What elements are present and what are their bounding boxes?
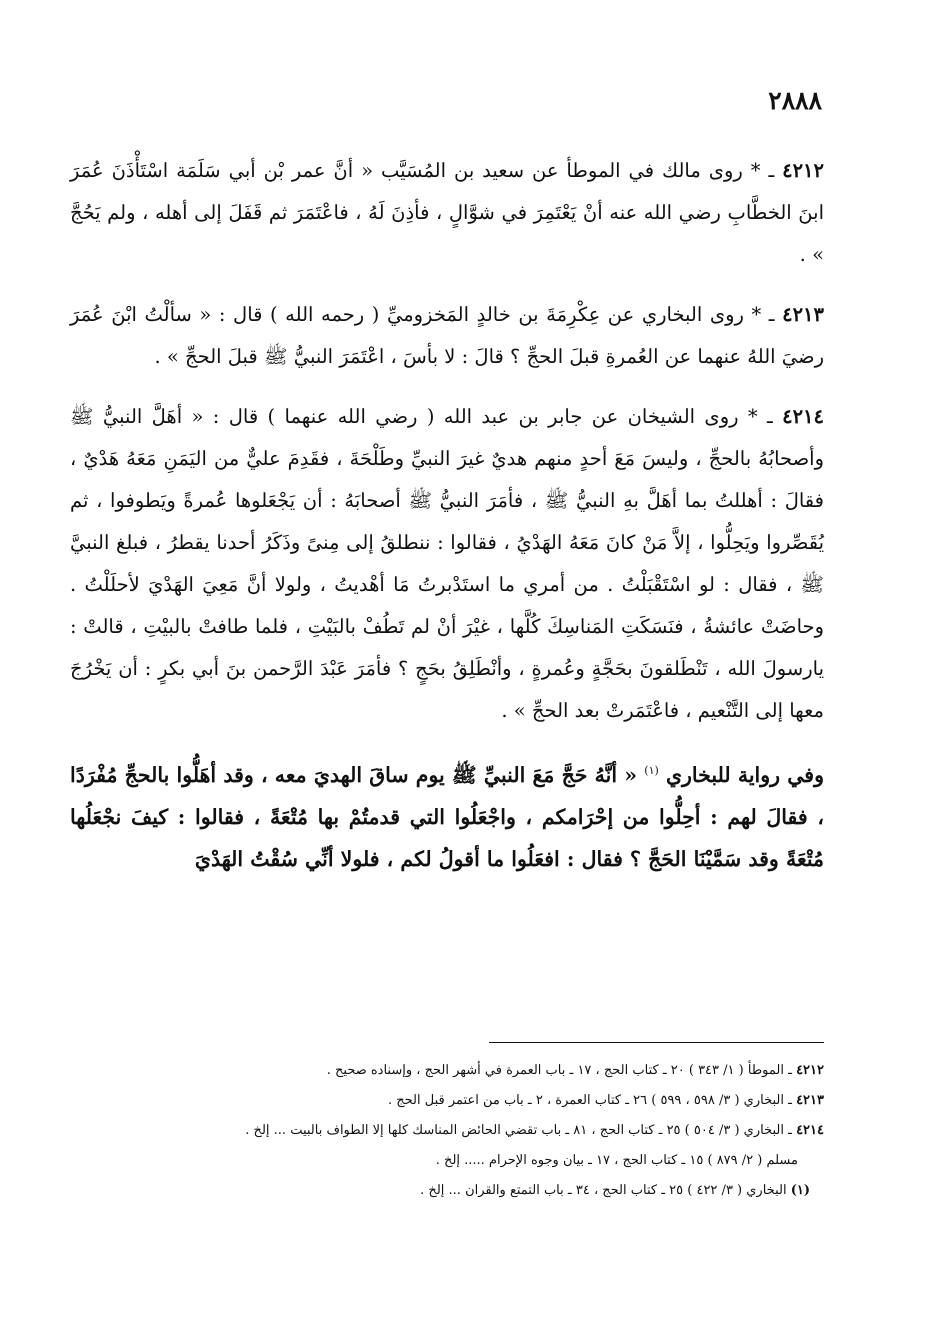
hadith-text: ـ * روى البخاري عن عِكْرِمَةَ بن خالدٍ المَخزوميِّ ( رحمه الله ) قال : « سألْتُ ابْنَ عُمَرَ رضيَ اللهُ عنهما عن العُمرةِ قبلَ الحجِّ ؟ قالَ : لا بأسَ ، اعْتَمَرَ النبيُّ ﷺ قبلَ الحجِّ » . (70, 303, 824, 368)
footnote-number: ٤٢١٣ (796, 1093, 824, 1108)
hadith-text: ـ * روى مالك في الموطأ عن سعيد بن المُسَيَّب « أنَّ عمر بْن أبي سَلَمَة اسْتَأْذَنَ عُمَرَ ابنَ الخطَّابِ رضي الله عنه أنْ يَعْتَمِرَ في شوَّالٍ ، فأذِنَ لَهُ ، فاعْتَمَرَ ثم قَفَلَ إلى أهله ، ولم يَحُجَّ » . (70, 159, 824, 266)
footnote-4214-muslim (70, 1146, 824, 1176)
footnote-4212 (70, 1056, 824, 1086)
footnote-text: البخاري ( ٣/ ٤٢٢ ) ٢٥ ـ كتاب الحج ، ٣٤ ـ باب التمتع والقران ... إلخ . (420, 1183, 791, 1198)
main-text (70, 150, 824, 880)
footnote-4213 (70, 1086, 824, 1116)
footnote-text: ـ البخاري ( ٣/ ٥٠٤ ) ٢٥ ـ كتاب الحج ، ٨١ ـ باب تقضي الحائض المناسك كلها إلا الطواف بالبيت ... إلخ . (245, 1123, 797, 1138)
footnote-1 (70, 1176, 824, 1206)
hadith-4214 (70, 396, 824, 732)
footnote-number: (١) (790, 1183, 810, 1198)
hadith-4212 (70, 150, 824, 276)
hadith-text: ـ * روى الشيخان عن جابر بن عبد الله ( رضي الله عنهما ) قال : « أهَلَّ النبيُّ ﷺ وأصحابُهُ بالحجِّ ، وليسَ مَعَ أحدٍ منهم هديٌ غيرَ النبيِّ وطَلْحَةَ ، فقَدِمَ عليٌّ من اليَمَنِ مَعَهُ هَدْيٌ ، فقالَ : أهللتُ بما أهَلَّ بهِ النبيُّ ﷺ ، فأمَرَ النبيُّ ﷺ أصحابَهُ : أن يَجْعَلوها عُمرةً ويَطوفوا ، ثم يُقَصِّروا ويَحِلُّوا ، إلاَّ مَنْ كانَ مَعَهُ الهَدْيُ ، فقالوا : ننطلقُ إلى مِنىً وذَكَرُ أحدنا يقطرُ ، فبلغ النبيَّ ﷺ ، فقال : لو اسْتَقْبَلْتُ . من أمري ما استَدْبرتُ مَا أهْديتُ ، ولولا أنَّ مَعِيَ الهَدْيَ لأحلَلْتُ . وحاضَتْ عائشةُ ، فنَسَكَتِ المَناسِكَ كُلَّها ، غيْرَ أنْ لم تَطُفْ بالبَيْتِ ، فلما طافتْ بالبيْتِ ، قالتْ : يارسولَ الله ، تَنْطَلقونَ بحَجَّةٍ وعُمرةٍ ، وأنْطَلِقُ بحَجٍ ؟ فأمَرَ عَبْدَ الرَّحمن بنَ أبي بكرٍ : أن يَخْرُجَ معها إلى التَّنْعيم ، فاعْتَمَرتْ بعد الحجِّ » . (70, 405, 824, 722)
footnote-number: ٤٢١٤ (796, 1123, 824, 1138)
footnote-reference[interactable]: (١) (644, 764, 659, 777)
footnote-4214 (70, 1116, 824, 1146)
footnote-text: مسلم ( ٢/ ٨٧٩ ) ١٥ ـ كتاب الحج ، ١٧ ـ بيان وجوه الإحرام ..... إلخ . (435, 1153, 798, 1168)
hadith-4213 (70, 294, 824, 378)
hadith-number: ٤٢١٤ (782, 405, 824, 428)
footnote-text: ـ البخاري ( ٣/ ٥٩٨ ، ٥٩٩ ) ٢٦ ـ كتاب العمرة ، ٢ ـ باب من اعتمر قبل الحج . (387, 1093, 797, 1108)
footnotes (70, 1056, 824, 1206)
hadith-number: ٤٢١٢ (782, 159, 824, 182)
hadith-number: ٤٢١٣ (782, 303, 824, 326)
page-number: ٢٨٨٨ (768, 86, 822, 115)
footnote-number: ٤٢١٢ (796, 1063, 824, 1078)
narration-intro: وفي رواية للبخاري (658, 762, 825, 787)
footnote-divider (489, 1042, 824, 1043)
footnote-text: ـ الموطأ ( ١/ ٣٤٣ ) ٢٠ ـ كتاب الحج ، ١٧ ـ باب العمرة في أشهر الحج ، وإسناده صحيح . (326, 1063, 797, 1078)
narration-text: « أنَّهُ حَجَّ مَعَ النبيِّ ﷺ يوم ساقَ الهديَ معه ، وقد أهَلُّوا بالحجِّ مُفْرَدًا ، فقالَ لهم : أحِلُّوا من إحْرَامكم ، واجْعَلُوا التي قدمتُمْ بها مُتْعَةً ، فقالوا : كيفَ نجْعَلُها مُتْعَةً وقد سَمَّيْنَا الحَجَّ ؟ فقال : افعَلُوا ما أقولُ لكم ، فلولا أنِّي سُقْتُ الهَدْيَ (70, 762, 824, 871)
bukhari-narration (70, 750, 824, 880)
